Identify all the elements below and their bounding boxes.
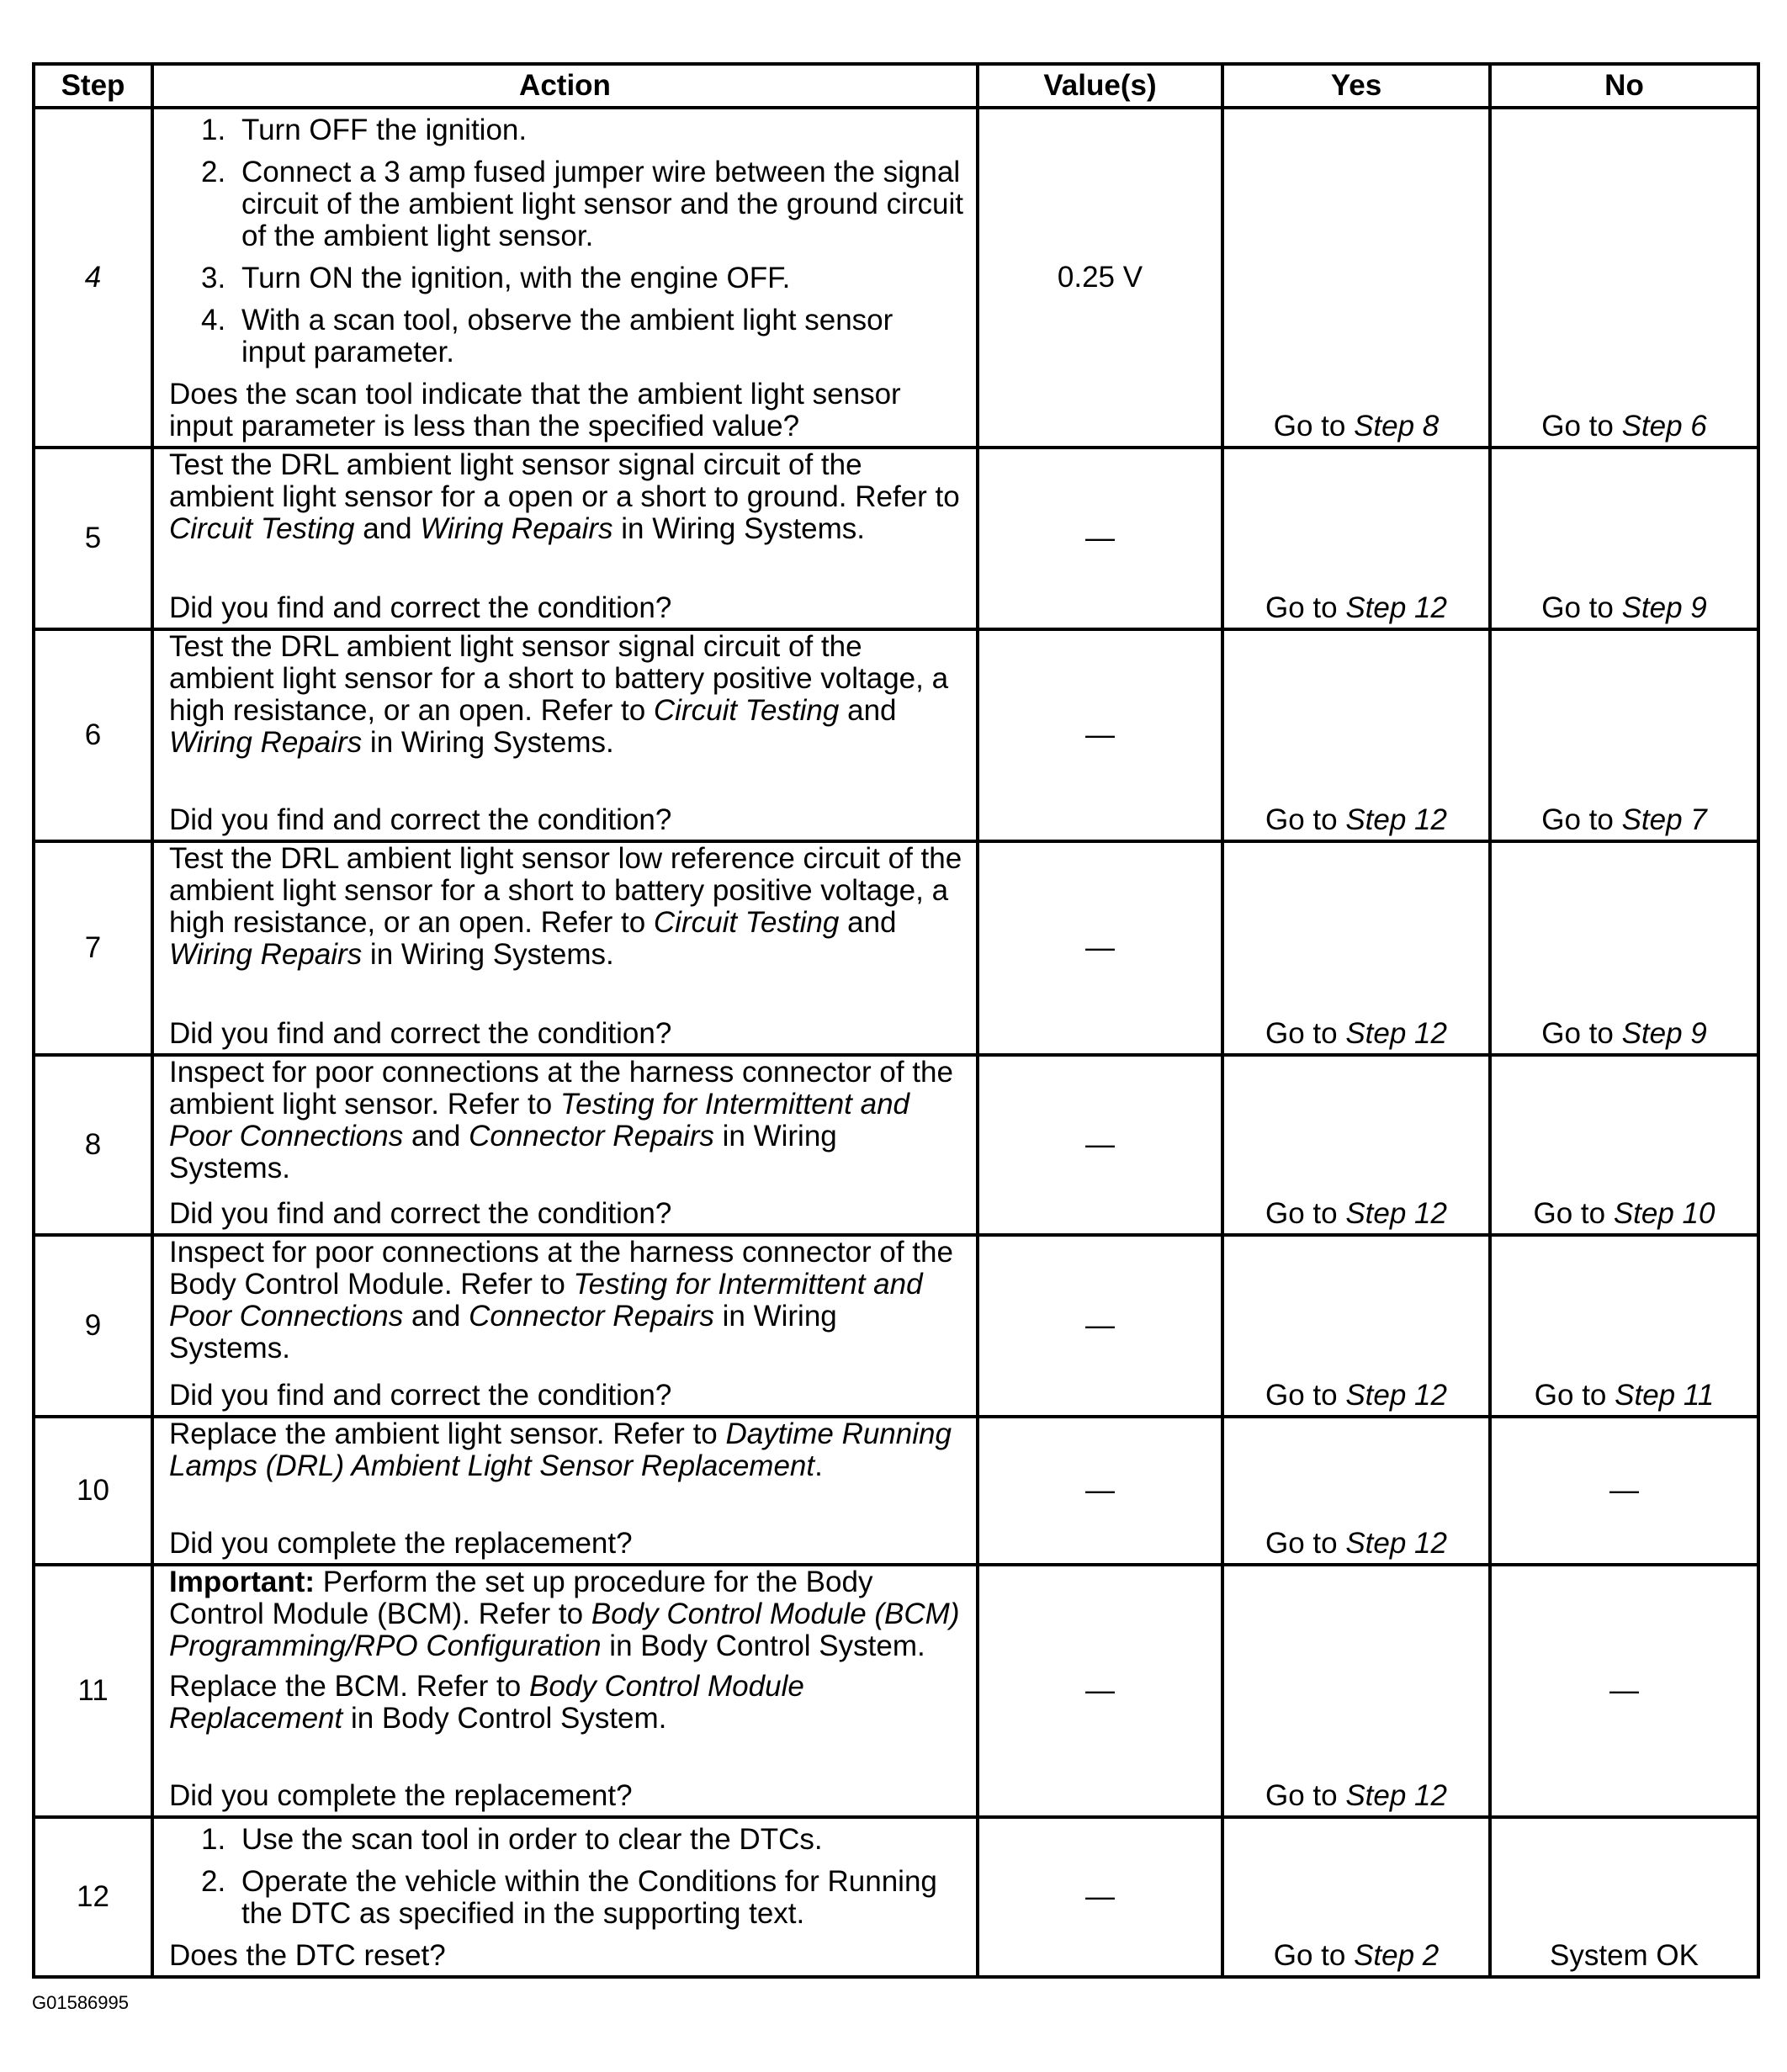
yes-step-ref: Step 12 [1345, 1197, 1447, 1230]
step-number: 9 [34, 1235, 152, 1417]
value-cell: — [978, 1417, 1222, 1565]
yes-step-ref: Step 12 [1345, 1527, 1447, 1560]
action-cell [152, 1817, 978, 1977]
step-number: 12 [34, 1817, 152, 1977]
yes-step-ref: Step 12 [1345, 1017, 1447, 1050]
value-cell: — [978, 1817, 1222, 1977]
important-note: Important: Perform the set up procedure for the Body Control Module (BCM). Refer to Body Control Module (BCM) Programming/RPO Configuration in Body Control System. [169, 1566, 960, 1662]
action-text: Replace the ambient light sensor. Refer to Daytime Running Lamps (DRL) Ambient Light Sensor Replacement. [169, 1418, 952, 1482]
table-row [34, 1817, 1758, 1977]
table-row [34, 1235, 1758, 1417]
yes-cell: Go to Step 12 [1222, 629, 1490, 841]
no-step-ref: Step 9 [1621, 591, 1707, 624]
no-cell: Go to Step 9 [1490, 448, 1758, 629]
no-step-ref: Step 10 [1613, 1197, 1715, 1230]
no-cell: Go to Step 9 [1490, 841, 1758, 1055]
yes-cell: Go to Step 12 [1222, 1417, 1490, 1565]
action-text: Test the DRL ambient light sensor signal circuit of the ambient light sensor for a open or a short to ground. Refer to Circuit Testing and Wiring Repairs in Wiring Systems. [169, 448, 960, 545]
step-number: 5 [34, 448, 152, 629]
list-item: Use the scan tool in order to clear the DTCs. [241, 1823, 823, 1856]
action-cell [152, 1417, 978, 1565]
action-text: Test the DRL ambient light sensor low reference circuit of the ambient light sensor for a short to battery positive voltage, a high resistance, or an open. Refer to Circuit Testing and Wiring Repairs in Wiring Systems. [169, 842, 962, 971]
action-question: Did you find and correct the condition? [169, 591, 672, 624]
action-text: Inspect for poor connections at the harness connector of the ambient light sensor. Refer to Testing for Intermittent and Poor Connections and Connector Repairs in Wiring Systems. [169, 1056, 953, 1184]
yes-step-ref: Step 12 [1345, 1779, 1447, 1812]
step-number: 10 [34, 1417, 152, 1565]
action-cell [152, 448, 978, 629]
table-row [34, 448, 1758, 629]
action-question: Did you complete the replacement? [169, 1779, 633, 1812]
figure-code: G01586995 [32, 1992, 129, 2013]
table-row [34, 1055, 1758, 1235]
no-cell: Go to Step 10 [1490, 1055, 1758, 1235]
yes-cell: Go to Step 12 [1222, 1565, 1490, 1817]
yes-step-ref: Step 12 [1345, 591, 1447, 624]
action-text: Replace the BCM. Refer to Body Control Module Replacement in Body Control System. [169, 1670, 804, 1735]
action-question: Did you find and correct the condition? [169, 1197, 672, 1230]
yes-step-ref: Step 8 [1354, 410, 1440, 442]
header-action: Action [152, 64, 978, 108]
action-list [169, 114, 964, 379]
action-question: Did you find and correct the condition? [169, 1379, 672, 1412]
no-step-ref: Step 9 [1621, 1017, 1707, 1050]
step-number: 6 [34, 629, 152, 841]
no-cell: — [1490, 1565, 1758, 1817]
value-cell: — [978, 1055, 1222, 1235]
action-list [169, 1824, 964, 1940]
value-cell: — [978, 448, 1222, 629]
list-item: With a scan tool, observe the ambient light sensor input parameter. [241, 304, 894, 368]
step-number: 4 [34, 108, 152, 448]
no-step-ref: Step 11 [1615, 1379, 1715, 1412]
list-item: Operate the vehicle within the Conditions for Running the DTC as specified in the supporting text. [241, 1865, 937, 1930]
no-cell: System OK [1490, 1817, 1758, 1977]
action-cell [152, 629, 978, 841]
header-values: Value(s) [978, 64, 1222, 108]
action-question: Does the DTC reset? [169, 1939, 446, 1972]
list-item: Turn ON the ignition, with the engine OFF. [241, 262, 791, 294]
no-cell: Go to Step 11 [1490, 1235, 1758, 1417]
yes-cell: Go to Step 12 [1222, 448, 1490, 629]
value-cell: — [978, 629, 1222, 841]
yes-step-ref: Step 12 [1345, 1379, 1447, 1412]
header-no: No [1490, 64, 1758, 108]
action-cell [152, 1565, 978, 1817]
action-question: Does the scan tool indicate that the ambient light sensor input parameter is less than the specified value? [169, 378, 901, 442]
yes-cell: Go to Step 12 [1222, 1235, 1490, 1417]
list-item: Turn OFF the ignition. [241, 114, 528, 146]
yes-cell: Go to Step 12 [1222, 1055, 1490, 1235]
step-number: 8 [34, 1055, 152, 1235]
yes-step-ref: Step 12 [1345, 803, 1447, 836]
no-cell: — [1490, 1417, 1758, 1565]
action-question: Did you find and correct the condition? [169, 1017, 672, 1050]
step-number: 11 [34, 1565, 152, 1817]
action-cell [152, 108, 978, 448]
value-cell: — [978, 841, 1222, 1055]
action-cell [152, 1055, 978, 1235]
yes-cell: Go to Step 2 [1222, 1817, 1490, 1977]
action-cell [152, 841, 978, 1055]
table-row [34, 1565, 1758, 1817]
value-cell: 0.25 V [978, 108, 1222, 448]
no-step-ref: Step 7 [1621, 803, 1707, 836]
yes-cell: Go to Step 8 [1222, 108, 1490, 448]
yes-cell: Go to Step 12 [1222, 841, 1490, 1055]
yes-step-ref: Step 2 [1354, 1939, 1440, 1972]
table-row [34, 1417, 1758, 1565]
value-cell: — [978, 1565, 1222, 1817]
action-text: Inspect for poor connections at the harness connector of the Body Control Module. Refer to Testing for Intermittent and Poor Connections and Connector Repairs in Wiring Systems. [169, 1236, 953, 1365]
action-question: Did you find and correct the condition? [169, 803, 672, 836]
action-question: Did you complete the replacement? [169, 1527, 633, 1560]
table-row [34, 108, 1758, 448]
action-text: Test the DRL ambient light sensor signal circuit of the ambient light sensor for a short to battery positive voltage, a high resistance, or an open. Refer to Circuit Testing and Wiring Repairs in Wiring Systems. [169, 630, 949, 759]
table-row [34, 841, 1758, 1055]
action-cell [152, 1235, 978, 1417]
header-step: Step [34, 64, 152, 108]
header-yes: Yes [1222, 64, 1490, 108]
list-item: Connect a 3 amp fused jumper wire between the signal circuit of the ambient light sensor and the ground circuit of the ambient light sensor. [241, 156, 963, 252]
header-row [34, 64, 1758, 108]
table-row [34, 629, 1758, 841]
diagnostic-table [32, 62, 1760, 1979]
step-number: 7 [34, 841, 152, 1055]
no-cell: Go to Step 7 [1490, 629, 1758, 841]
value-cell: — [978, 1235, 1222, 1417]
no-cell: Go to Step 6 [1490, 108, 1758, 448]
no-step-ref: Step 6 [1621, 410, 1707, 442]
